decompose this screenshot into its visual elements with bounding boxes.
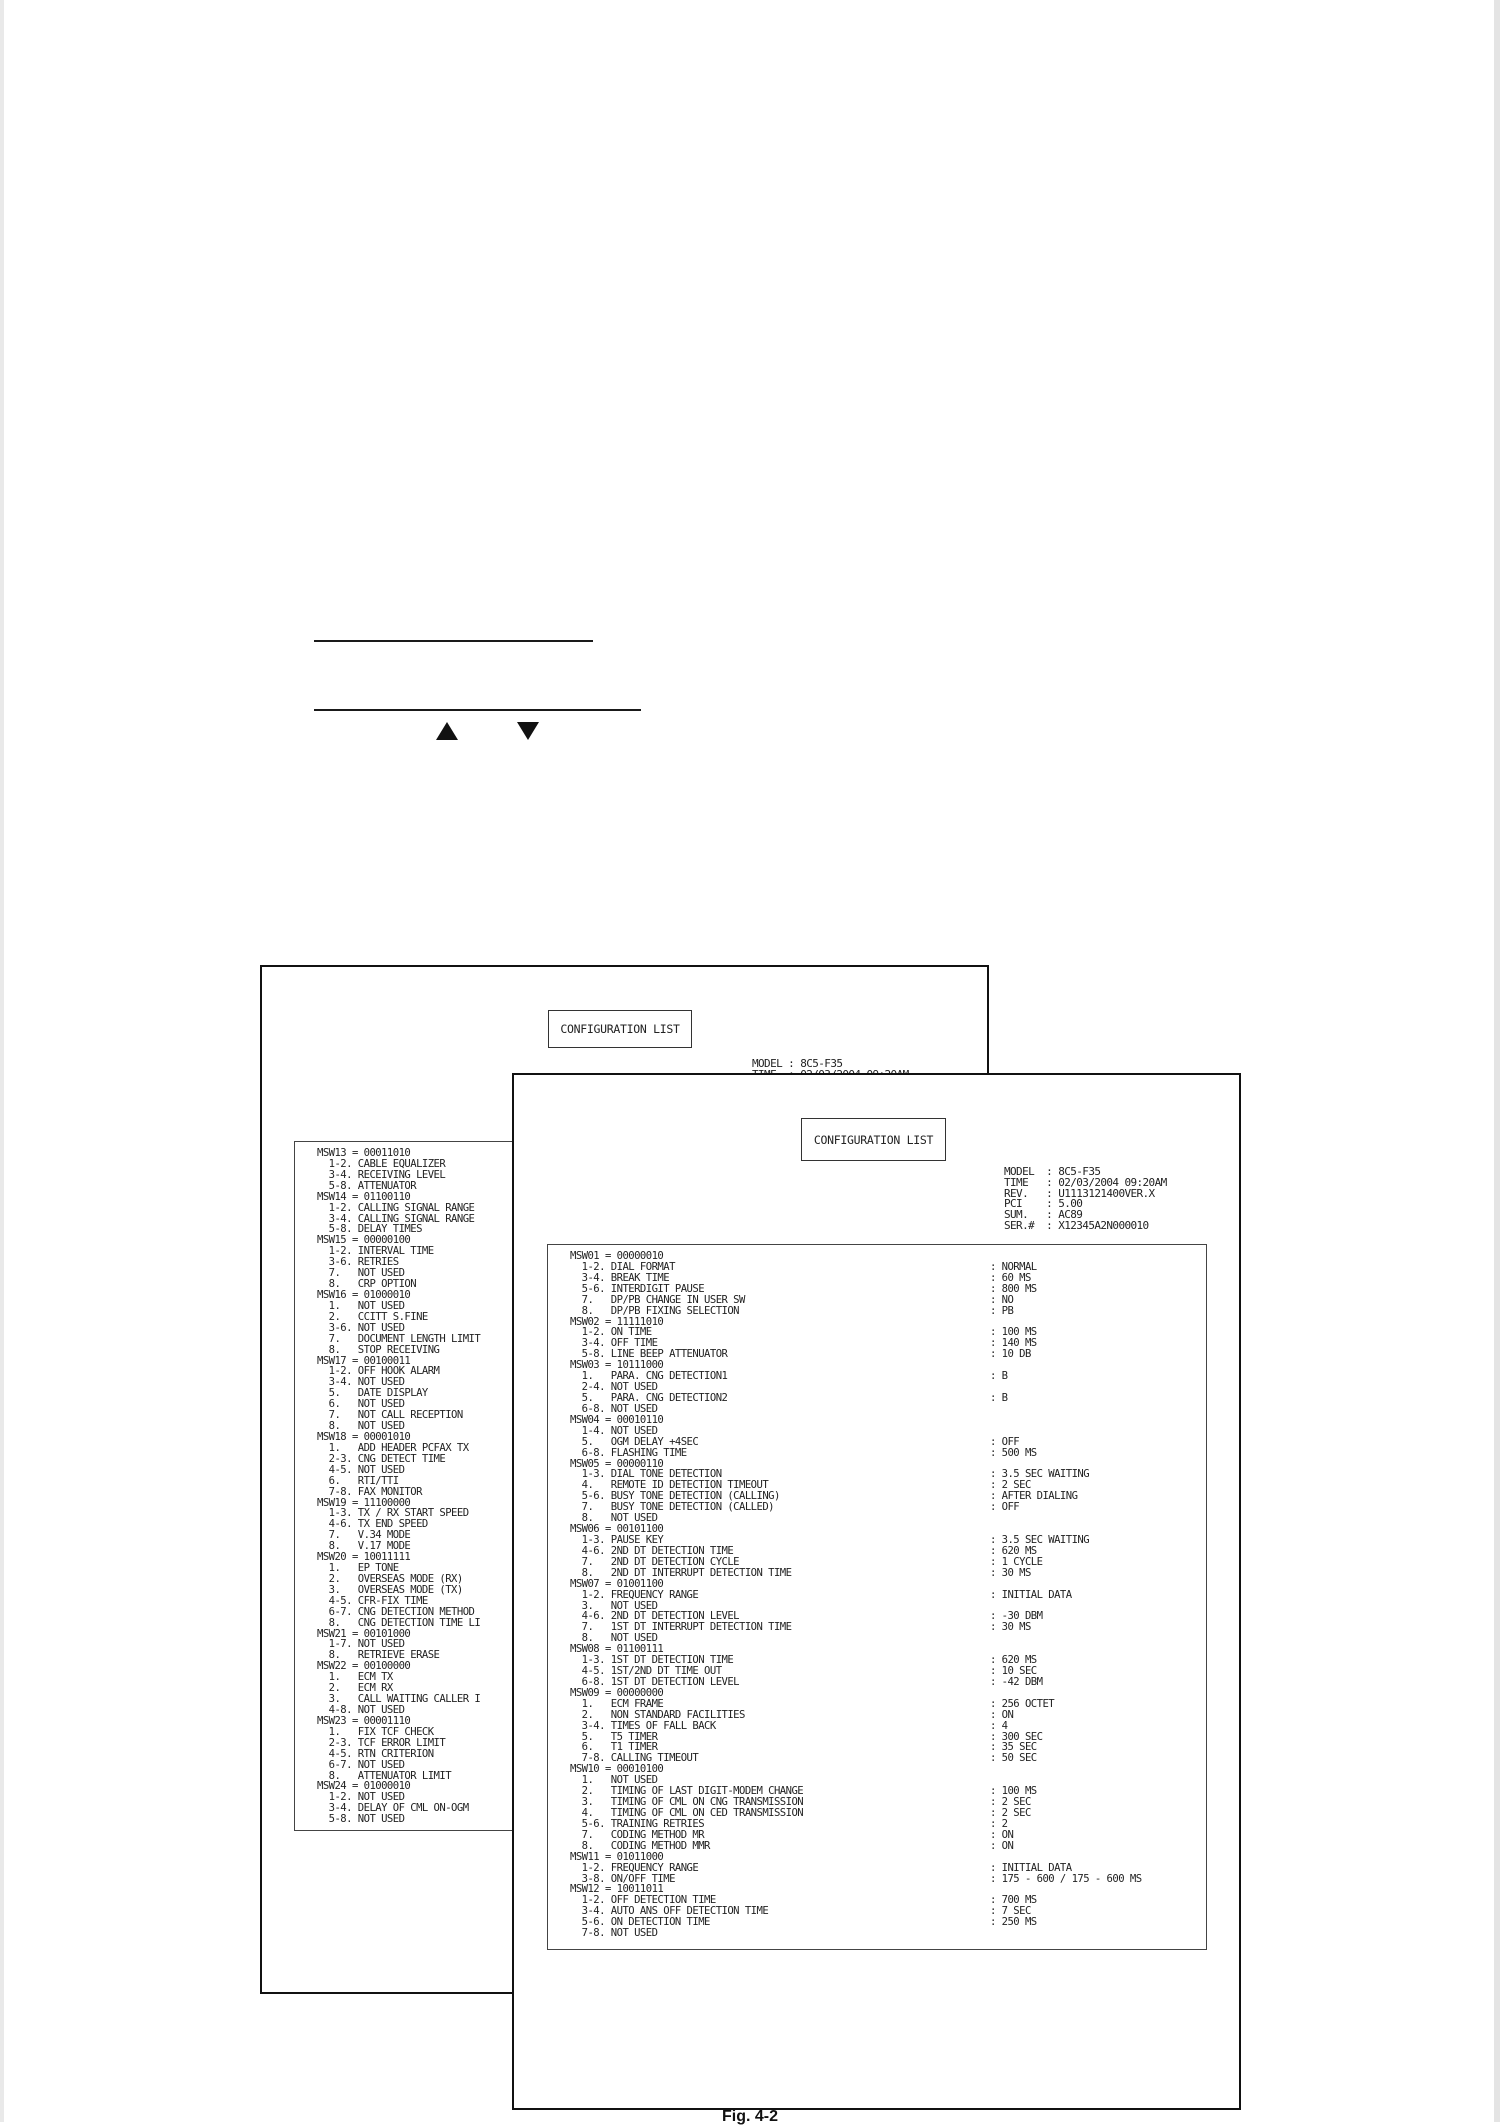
setting-label: 2. NON STANDARD FACILITIES xyxy=(570,1708,745,1721)
setting-row xyxy=(570,1371,1206,1382)
setting-label: 1. NOT USED xyxy=(570,1774,658,1787)
setting-label: MSW13 = 00011010 xyxy=(317,1147,411,1159)
setting-label: 3. CALL WAITING CALLER I xyxy=(317,1693,481,1706)
setting-label: 4-5. CFR-FIX TIME xyxy=(317,1594,428,1607)
setting-label: MSW11 = 01011000 xyxy=(570,1850,664,1863)
setting-label: 7. 2ND DT DETECTION CYCLE xyxy=(570,1555,740,1568)
setting-label: 4-8. NOT USED xyxy=(317,1704,405,1717)
setting-value: : 175 - 600 / 175 - 600 MS xyxy=(990,1872,1142,1885)
setting-value: : 50 SEC xyxy=(990,1752,1037,1765)
setting-label: 4-5. RTN CRITERION xyxy=(317,1747,434,1760)
setting-label: 5-8. DELAY TIMES xyxy=(317,1223,422,1236)
setting-label: 3-4. AUTO ANS OFF DETECTION TIME xyxy=(570,1905,769,1918)
setting-row xyxy=(570,1917,1206,1928)
setting-value: : 250 MS xyxy=(990,1916,1037,1929)
setting-row xyxy=(570,1841,1206,1852)
setting-label: 1. ADD HEADER PCFAX TX xyxy=(317,1441,469,1454)
setting-label: 4-6. 2ND DT DETECTION TIME xyxy=(570,1544,734,1557)
setting-row xyxy=(570,1502,1206,1513)
setting-label: 7. NOT CALL RECEPTION xyxy=(317,1409,463,1422)
setting-label: MSW15 = 00000100 xyxy=(317,1234,411,1247)
setting-label: 6-8. FLASHING TIME xyxy=(570,1446,687,1459)
setting-label: 3-4. TIMES OF FALL BACK xyxy=(570,1719,716,1732)
setting-value: : 800 MS xyxy=(990,1282,1037,1295)
setting-row xyxy=(570,1349,1206,1360)
setting-label: 4-5. 1ST/2ND DT TIME OUT xyxy=(570,1665,722,1678)
setting-label: 3-4. RECEIVING LEVEL xyxy=(317,1168,446,1181)
setting-value: : 300 SEC xyxy=(990,1730,1043,1743)
setting-label: 1-3. 1ST DT DETECTION TIME xyxy=(570,1654,734,1667)
setting-label: 6. RTI/TTI xyxy=(317,1474,399,1487)
setting-row xyxy=(570,1622,1206,1633)
setting-label: 8. RETRIEVE ERASE xyxy=(317,1649,440,1662)
setting-row xyxy=(570,1448,1206,1459)
setting-label: 3-4. CALLING SIGNAL RANGE xyxy=(317,1212,475,1225)
setting-label: MSW04 = 00010110 xyxy=(570,1413,664,1426)
setting-row xyxy=(570,1513,1206,1524)
setting-label: 1-7. NOT USED xyxy=(317,1638,405,1651)
setting-label: 7-8. NOT USED xyxy=(570,1927,658,1940)
setting-label: 6-7. NOT USED xyxy=(317,1758,405,1771)
setting-row xyxy=(570,1404,1206,1415)
meta-value: X12345A2N000010 xyxy=(1058,1218,1149,1232)
setting-label: 8. CNG DETECTION TIME LI xyxy=(317,1616,481,1629)
setting-value: : 700 MS xyxy=(990,1894,1037,1907)
setting-label: 3-4. NOT USED xyxy=(317,1376,405,1389)
setting-label: MSW12 = 10011011 xyxy=(570,1883,664,1896)
front-sheet-settings-list xyxy=(547,1244,1207,1950)
setting-label: 3-8. ON/OFF TIME xyxy=(570,1872,675,1885)
setting-label: 5. DATE DISPLAY xyxy=(317,1387,428,1400)
setting-label: 3. TIMING OF CML ON CNG TRANSMISSION xyxy=(570,1796,804,1809)
setting-value: : 10 SEC xyxy=(990,1665,1037,1678)
setting-label: 1-2. FREQUENCY RANGE xyxy=(570,1861,699,1874)
setting-label: 3. OVERSEAS MODE (TX) xyxy=(317,1583,463,1596)
setting-label: MSW14 = 01100110 xyxy=(317,1190,411,1203)
setting-label: 5. PARA. CNG DETECTION2 xyxy=(570,1391,728,1404)
setting-row xyxy=(570,1633,1206,1644)
setting-label: 8. NOT USED xyxy=(570,1632,658,1645)
setting-value: : 30 MS xyxy=(990,1566,1031,1579)
setting-label: MSW01 = 00000010 xyxy=(570,1250,664,1262)
setting-label: MSW16 = 01000010 xyxy=(317,1288,411,1301)
setting-value: : 60 MS xyxy=(990,1271,1031,1284)
setting-label: 1. PARA. CNG DETECTION1 xyxy=(570,1370,728,1383)
setting-label: 8. CRP OPTION xyxy=(317,1278,417,1291)
setting-label: 6-8. NOT USED xyxy=(570,1402,658,1415)
setting-value: : 100 MS xyxy=(990,1785,1037,1798)
setting-label: 4-6. TX END SPEED xyxy=(317,1518,428,1531)
setting-label: 1. ECM TX xyxy=(317,1671,393,1684)
setting-value: : 30 MS xyxy=(990,1621,1031,1634)
front-sheet-meta xyxy=(1004,1167,1167,1232)
down-arrow-icon xyxy=(517,722,539,740)
page-left-edge xyxy=(0,0,4,2122)
meta-label: SER.# : xyxy=(1004,1218,1053,1232)
setting-label: 2-4. NOT USED xyxy=(570,1381,658,1394)
setting-label: 3-4. DELAY OF CML ON-OGM xyxy=(317,1802,469,1815)
setting-row xyxy=(570,1590,1206,1601)
setting-label: 1. ECM FRAME xyxy=(570,1697,664,1710)
setting-row xyxy=(570,1928,1206,1939)
setting-label: 3-6. RETRIES xyxy=(317,1256,399,1269)
meta-value: 5.00 xyxy=(1058,1197,1083,1211)
up-arrow-icon xyxy=(436,722,458,740)
setting-label: 3. NOT USED xyxy=(570,1599,658,1612)
setting-label: 1-4. NOT USED xyxy=(570,1424,658,1437)
setting-row xyxy=(570,1677,1206,1688)
setting-label: 8. CODING METHOD MMR xyxy=(570,1839,710,1852)
setting-label: 1-2. FREQUENCY RANGE xyxy=(570,1588,699,1601)
setting-row xyxy=(570,1295,1206,1306)
setting-value: : INITIAL DATA xyxy=(990,1588,1072,1601)
setting-value: : 2 xyxy=(990,1817,1008,1830)
setting-label: 4. TIMING OF CML ON CED TRANSMISSION xyxy=(570,1807,804,1820)
setting-value: : 3.5 SEC WAITING xyxy=(990,1468,1090,1481)
setting-row xyxy=(570,1874,1206,1885)
setting-label: 7. BUSY TONE DETECTION (CALLED) xyxy=(570,1501,774,1514)
setting-label: 1. FIX TCF CHECK xyxy=(317,1725,434,1738)
setting-label: 5-8. NOT USED xyxy=(317,1813,405,1826)
setting-value: : OFF xyxy=(990,1501,1020,1514)
setting-row xyxy=(570,1710,1206,1721)
setting-label: 5. OGM DELAY +4SEC xyxy=(570,1435,699,1448)
setting-value: : 1 CYCLE xyxy=(990,1555,1043,1568)
setting-row xyxy=(570,1764,1206,1775)
setting-label: 2. CCITT S.FINE xyxy=(317,1310,428,1323)
setting-value: : 2 SEC xyxy=(990,1479,1031,1492)
setting-label: MSW08 = 01100111 xyxy=(570,1643,664,1656)
setting-value: : 100 MS xyxy=(990,1326,1037,1339)
setting-value: : NO xyxy=(990,1293,1014,1306)
setting-label: 7. NOT USED xyxy=(317,1267,405,1280)
setting-label: 1-2. INTERVAL TIME xyxy=(317,1245,434,1258)
blank-line-1 xyxy=(314,640,593,642)
setting-label: 2-3. CNG DETECT TIME xyxy=(317,1452,446,1465)
setting-row xyxy=(570,1415,1206,1426)
meta-label: SUM. : xyxy=(1004,1208,1053,1222)
setting-label: MSW24 = 01000010 xyxy=(317,1780,411,1793)
setting-label: 7. V.34 MODE xyxy=(317,1529,411,1542)
setting-value: : 620 MS xyxy=(990,1544,1037,1557)
front-sheet-title: CONFIGURATION LIST xyxy=(801,1118,946,1161)
setting-row xyxy=(570,1393,1206,1404)
front-config-sheet xyxy=(512,1073,1241,2110)
setting-label: 8. V.17 MODE xyxy=(317,1540,411,1553)
setting-value: : ON xyxy=(990,1839,1014,1852)
setting-row xyxy=(570,1306,1206,1317)
setting-row xyxy=(570,1863,1206,1874)
setting-label: 8. ATTENUATOR LIMIT xyxy=(317,1769,452,1782)
setting-label: 1. EP TONE xyxy=(317,1562,399,1575)
setting-label: 5. T5 TIMER xyxy=(570,1730,658,1743)
setting-label: 4-6. 2ND DT DETECTION LEVEL xyxy=(570,1610,740,1623)
setting-label: MSW18 = 00001010 xyxy=(317,1430,411,1443)
meta-label: MODEL : xyxy=(752,1057,795,1070)
setting-label: MSW21 = 00101000 xyxy=(317,1627,411,1640)
meta-value: 8C5-F35 xyxy=(1058,1165,1101,1178)
setting-row xyxy=(570,1317,1206,1328)
setting-label: 8. 2ND DT INTERRUPT DETECTION TIME xyxy=(570,1566,792,1579)
setting-value: : ON xyxy=(990,1828,1014,1841)
setting-label: 7. CODING METHOD MR xyxy=(570,1828,705,1841)
setting-label: 2-3. TCF ERROR LIMIT xyxy=(317,1736,446,1749)
setting-label: 3-6. NOT USED xyxy=(317,1321,405,1334)
setting-label: MSW20 = 10011111 xyxy=(317,1551,411,1564)
meta-label: REV. : xyxy=(1004,1186,1053,1200)
setting-value: : 4 xyxy=(990,1719,1008,1732)
setting-label: 1-2. OFF DETECTION TIME xyxy=(570,1894,716,1907)
setting-value: : AFTER DIALING xyxy=(990,1490,1078,1503)
meta-value: U1113121400VER.X xyxy=(1058,1186,1155,1200)
setting-value: : 3.5 SEC WAITING xyxy=(990,1533,1090,1546)
meta-label: PCI : xyxy=(1004,1197,1053,1211)
setting-label: 1-2. ON TIME xyxy=(570,1326,652,1339)
setting-label: 7-8. CALLING TIMEOUT xyxy=(570,1752,699,1765)
setting-row xyxy=(570,1721,1206,1732)
setting-label: 5-8. ATTENUATOR xyxy=(317,1179,417,1192)
setting-label: 5-6. TRAINING RETRIES xyxy=(570,1817,705,1830)
setting-label: 1-2. DIAL FORMAT xyxy=(570,1260,675,1273)
setting-value: : 35 SEC xyxy=(990,1741,1037,1754)
setting-label: MSW03 = 10111000 xyxy=(570,1359,664,1372)
meta-label: MODEL : xyxy=(1004,1165,1053,1178)
setting-value: : 620 MS xyxy=(990,1654,1037,1667)
setting-label: 1-2. OFF HOOK ALARM xyxy=(317,1365,440,1378)
setting-label: MSW23 = 00001110 xyxy=(317,1714,411,1727)
setting-label: 3-4. BREAK TIME xyxy=(570,1271,670,1284)
setting-value: : 7 SEC xyxy=(990,1905,1031,1918)
setting-label: 1. NOT USED xyxy=(317,1299,405,1312)
setting-label: 7. DP/PB CHANGE IN USER SW xyxy=(570,1293,745,1306)
setting-value: : 2 SEC xyxy=(990,1807,1031,1820)
setting-label: 1-3. PAUSE KEY xyxy=(570,1533,664,1546)
setting-label: 6. NOT USED xyxy=(317,1398,405,1411)
setting-label: 5-6. INTERDIGIT PAUSE xyxy=(570,1282,705,1295)
setting-value: : OFF xyxy=(990,1435,1020,1448)
setting-label: 8. NOT USED xyxy=(570,1512,658,1525)
setting-label: 4. REMOTE ID DETECTION TIMEOUT xyxy=(570,1479,769,1492)
setting-value: : 256 OCTET xyxy=(990,1697,1055,1710)
setting-label: MSW02 = 11111010 xyxy=(570,1315,664,1328)
setting-label: 6. T1 TIMER xyxy=(570,1741,658,1754)
meta-value: AC89 xyxy=(1058,1208,1083,1222)
setting-row xyxy=(570,1524,1206,1535)
setting-label: MSW05 = 00000110 xyxy=(570,1457,664,1470)
setting-row xyxy=(570,1852,1206,1863)
setting-value: : 2 SEC xyxy=(990,1796,1031,1809)
setting-label: 7-8. FAX MONITOR xyxy=(317,1485,422,1498)
setting-row xyxy=(570,1732,1206,1743)
back-sheet-title: CONFIGURATION LIST xyxy=(548,1010,692,1048)
setting-label: MSW09 = 00000000 xyxy=(570,1686,664,1699)
meta-value: 8C5-F35 xyxy=(800,1057,843,1070)
setting-row xyxy=(570,1579,1206,1590)
meta-row xyxy=(1004,1218,1167,1232)
setting-label: 2. TIMING OF LAST DIGIT-MODEM CHANGE xyxy=(570,1785,804,1798)
setting-value: : NORMAL xyxy=(990,1260,1037,1273)
setting-label: MSW22 = 00100000 xyxy=(317,1660,411,1673)
blank-line-2 xyxy=(314,709,641,711)
figure-caption: Fig. 4-2 xyxy=(721,2108,778,2125)
setting-label: 1-2. CALLING SIGNAL RANGE xyxy=(317,1201,475,1214)
setting-value: : -30 DBM xyxy=(990,1610,1043,1623)
setting-value: : -42 DBM xyxy=(990,1675,1043,1688)
page-right-edge xyxy=(1494,0,1500,2122)
setting-label: 1-2. CABLE EQUALIZER xyxy=(317,1157,446,1170)
setting-label: 6-7. CNG DETECTION METHOD xyxy=(317,1605,475,1618)
setting-label: 5-6. ON DETECTION TIME xyxy=(570,1916,710,1929)
meta-value: 02/03/2004 09:20AM xyxy=(1058,1175,1167,1189)
setting-value: : ON xyxy=(990,1708,1014,1721)
setting-label: 2. OVERSEAS MODE (RX) xyxy=(317,1572,463,1585)
meta-label: TIME : xyxy=(1004,1175,1053,1189)
setting-label: 4-5. NOT USED xyxy=(317,1463,405,1476)
setting-label: 8. NOT USED xyxy=(317,1420,405,1433)
setting-label: MSW06 = 00101100 xyxy=(570,1523,664,1536)
setting-label: 5-8. LINE BEEP ATTENUATOR xyxy=(570,1348,728,1361)
setting-row xyxy=(570,1688,1206,1699)
setting-label: MSW10 = 00010100 xyxy=(570,1763,664,1776)
setting-label: MSW19 = 11100000 xyxy=(317,1496,411,1509)
setting-label: 5-6. BUSY TONE DETECTION (CALLING) xyxy=(570,1490,780,1503)
setting-label: MSW17 = 00100011 xyxy=(317,1354,411,1367)
setting-label: 8. STOP RECEIVING xyxy=(317,1343,440,1356)
setting-row xyxy=(570,1753,1206,1764)
setting-value: : 500 MS xyxy=(990,1446,1037,1459)
setting-value: : 140 MS xyxy=(990,1337,1037,1350)
setting-label: 1-3. DIAL TONE DETECTION xyxy=(570,1468,722,1481)
setting-label: 3-4. OFF TIME xyxy=(570,1337,658,1350)
setting-value: : B xyxy=(990,1370,1008,1383)
setting-label: 7. 1ST DT INTERRUPT DETECTION TIME xyxy=(570,1621,792,1634)
setting-label: 7. DOCUMENT LENGTH LIMIT xyxy=(317,1332,481,1345)
setting-label: 1-2. NOT USED xyxy=(317,1791,405,1804)
setting-label: 2. ECM RX xyxy=(317,1682,393,1695)
setting-label: MSW07 = 01001100 xyxy=(570,1577,664,1590)
setting-row xyxy=(570,1437,1206,1448)
setting-label: 1-3. TX / RX START SPEED xyxy=(317,1507,469,1520)
setting-value: : B xyxy=(990,1391,1008,1404)
setting-label: 8. DP/PB FIXING SELECTION xyxy=(570,1304,740,1317)
setting-row xyxy=(570,1568,1206,1579)
setting-row xyxy=(570,1327,1206,1338)
setting-label: 6-8. 1ST DT DETECTION LEVEL xyxy=(570,1675,740,1688)
setting-value: : 10 DB xyxy=(990,1348,1031,1361)
setting-value: : INITIAL DATA xyxy=(990,1861,1072,1874)
setting-value: : PB xyxy=(990,1304,1014,1317)
